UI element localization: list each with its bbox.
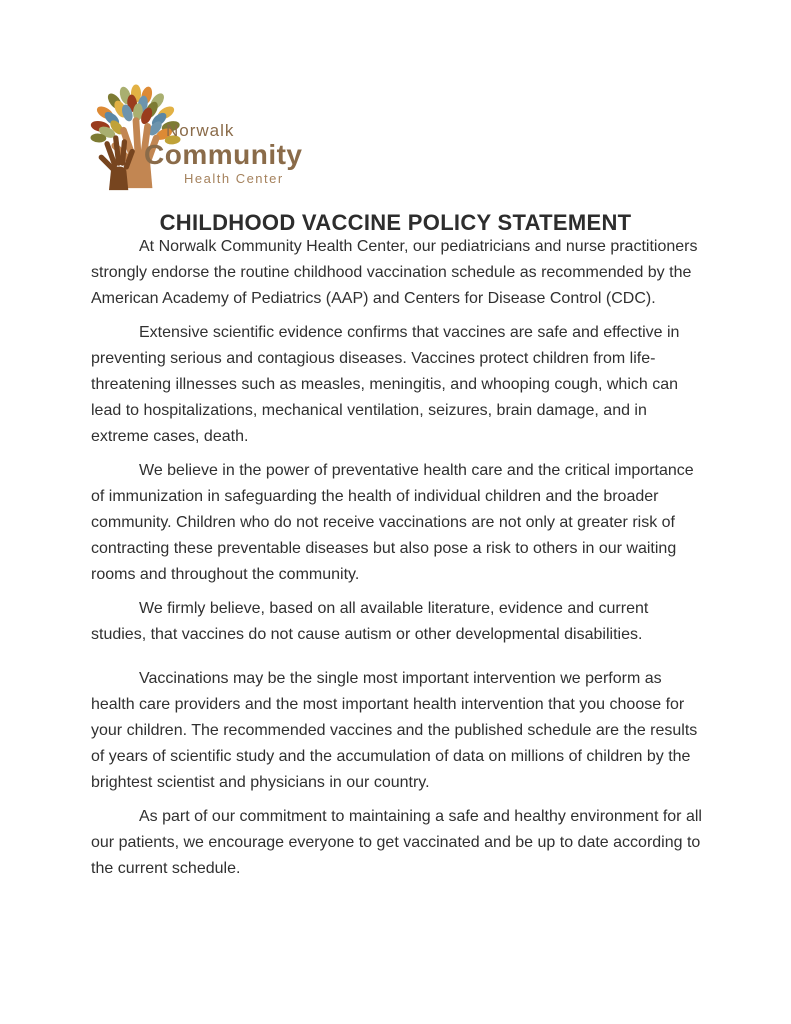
org-name-line2: Community [144, 139, 303, 170]
org-name [144, 122, 303, 185]
paragraph-commitment: As part of our commitment to maintaining a safe and healthy environment for all our patients, we encourage everyone to get vaccinated and be up to date according to the current schedule. [91, 808, 702, 877]
paragraph-autism-statement: We firmly believe, based on all available literature, evidence and current studies, that vaccines do not cause autism or other developmental disabilities. [91, 600, 649, 643]
org-logo [86, 84, 303, 192]
paragraph-endorsement: At Norwalk Community Health Center, our pediatricians and nurse practitioners strongly endorse the routine childhood vaccination schedule as recommended by the American Academy of Pediatrics (AAP) and Centers for Disease Control (CDC). [91, 238, 698, 307]
document-body [91, 234, 703, 890]
paragraph-evidence: Extensive scientific evidence confirms that vaccines are safe and effective in preventing serious and contagious diseases. Vaccines protect children from life-threatening illnesses such as measles, meningitis, and whooping cough, which can lead to hospitalizations, mechanical ventilation, seizures, brain damage, and in extreme cases, death. [91, 324, 680, 445]
org-name-line3: Health Center [184, 171, 284, 186]
paragraph-importance: Vaccinations may be the single most important intervention we perform as health care providers and the most important health intervention that you choose for your children. The recommended vaccines and the published schedule are the results of years of scientific study and the accumulation of data on millions of children by the brightest scientist and physicians in our country. [91, 670, 698, 791]
page-title: CHILDHOOD VACCINE POLICY STATEMENT [159, 209, 632, 235]
org-name-line1: Norwalk [166, 121, 235, 140]
paragraph-belief-community: We believe in the power of preventative health care and the critical importance of immunization in safeguarding the health of individual children and the broader community. Children who do not receive vaccinations are not only at greater risk of contracting these preventable diseases but also pose a risk to others in our waiting rooms and throughout the community. [91, 462, 694, 583]
